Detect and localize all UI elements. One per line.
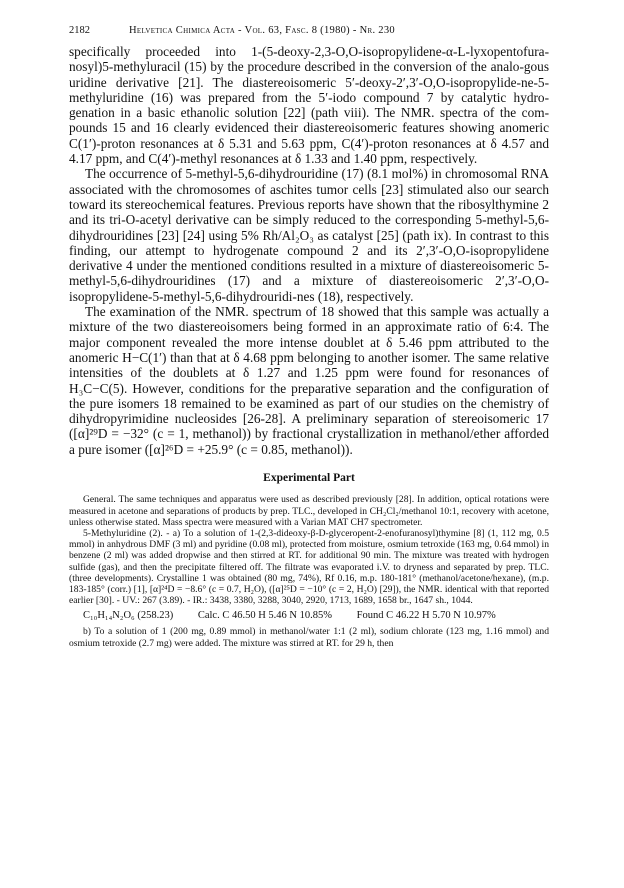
paragraph-nmr-18: The examination of the NMR. spectrum of 18 showed that this sample was actually a mixture of the two diastereoisomers being formed in an approximate ratio of 6:4. The major component revealed the more intense doublet at δ 5.46 ppm attributed to the anomeric H−C(1′) than that at δ 4.68 ppm belonging to another isomer. The same relative intensities of the doublets at δ 1.27 and 1.25 ppm were found for resonances of H₃C−C(5). However, conditions for the preparative separation and the configuration of the pure isomers 18 remained to be examined as part of our studies on the chemistry of dihydropyrimidine nucleosides [26-28]. A preliminary separation of stereoisomeric 17 ([α]²⁹D = −32° (c = 1, methanol)) by fractional crystallization in methanol/ether afforded a pure isomer ([α]²⁶D = +25.9° (c = 0.85, methanol)).	[69, 304, 549, 457]
page-header	[69, 24, 549, 38]
paragraph-isomers-15-16: specifically proceeded into 1-(5-deoxy-2,3-O,O-isopropylidene-α-L-lyxopentofura-nosyl)5-methyluracil (15) by the procedure described in the conversion of the analo-gous uridine derivative [21]. The diastereoisomeric 5′-deoxy-2′,3′-O,O-isopropylide-ne-5-methyluridine (16) was prepared from the 5′-iodo compound 7 by catalytic hydro-genation in a basic ethanolic solution [22] (path viii). The NMR. spectra of the com-pounds 15 and 16 clearly evidenced their diastereoisomeric features showing anomeric C(1′)-proton resonances at δ 5.31 and 5.63 ppm, C(4′)-proton resonances at δ 4.57 and 4.17 ppm, and C(4′)-methyl resonances at δ 1.33 and 1.40 ppm, respectively.	[69, 44, 549, 167]
page-number: 2182	[69, 25, 90, 36]
experimental-section-title: Experimental Part	[263, 472, 355, 485]
paragraph-dihydrouridine-17: The occurrence of 5-methyl-5,6-dihydrouridine (17) (8.1 mol%) in chromosomal RNA associated with the chromosomes of aschites tumor cells [23] stimulated also our search toward its stereochemical features. Previous reports have shown that the ribosylthymine 2 and its tri-O-acetyl derivative can be simply reduced to the corresponding 5-methyl-5,6-dihydrouridines [23] [24] using 5% Rh/Al₂O₃ as catalyst [25] (path ix). In contrast to this finding, our attempt to hydrogenate compound 2 and its 2′,3′-O,O-isopropylidene derivative 4 under the mentioned conditions resulted in a mixture of diastereoisomeric 5-methyl-5,6-dihydrouridines (17) and a mixture of diastereoisomeric 2′,3′-O,O-isopropylidene-5-methyl-5,6-dihydrouridi-nes (18), respectively.	[69, 166, 549, 304]
running-title: Helvetica Chimica Acta - Vol. 63, Fasc. 8 (1980) - Nr. 230	[129, 25, 395, 36]
experimental-general: General. The same techniques and apparatus were used as described previously [28]. In addition, optical rotations were measured in acetone and separations of products by prep. TLC., developed in CH₂Cl₂/methanol 10:1, recovery with acetone, unless otherwise stated. Mass spectra were measured with a Varian MAT CH7 spectrometer.	[69, 494, 549, 528]
elemental-analysis	[69, 610, 549, 622]
experimental-methyluridine-a: 5-Methyluridine (2). - a) To a solution of 1-(2,3-dideoxy-β-D-glyceropent-2-enofuranosyl)thymine [8] (1, 112 mg, 0.5 mmol) in anhydrous DMF (3 ml) and pyridine (0.08 ml), protected from moisture, osmium tetroxide (163 mg, 0.64 mmol) in benzene (2 ml) was added dropwise and then stirred at RT. for additional 90 min. The mixture was treated with hydrogen sulfide (gas), and then the precipitate filtered off. The filtrate was evaporated i.V. to dryness and separated by prep. TLC. (three developments). Crystalline 1 was obtained (80 mg, 74%), Rf 0.16, m.p. 180-181° (methanol/acetone/hexane), (m.p. 183-185° (corr.) [1], [α]²⁴D = −8.6° (c = 0.7, H₂O), ([α]²⁵D = −10° (c = 2, H₂O) [29]), the NMR. identical with that reported earlier [30]. - UV.: 267 (3.89). - IR.: 3438, 3380, 3288, 3040, 2920, 1713, 1689, 1658 br., 1647 sh., 1044.	[69, 527, 549, 607]
experimental-section	[69, 494, 549, 648]
experimental-methyluridine-b: b) To a solution of 1 (200 mg, 0.89 mmol) in methanol/water 1:1 (2 ml), sodium chlorate (123 mg, 1.16 mmol) and osmium tetroxide (2.7 mg) were added. The mixture was stirred at RT. for 29 h, then	[69, 626, 549, 649]
article-body	[69, 44, 549, 649]
formula-compound: C₁₀H₁₄N₂O₆ (258.23)	[83, 610, 174, 622]
formula-found: Found C 46.22 H 5.70 N 10.97%	[356, 610, 496, 622]
formula-calc: Calc. C 46.50 H 5.46 N 10.85%	[197, 610, 333, 622]
